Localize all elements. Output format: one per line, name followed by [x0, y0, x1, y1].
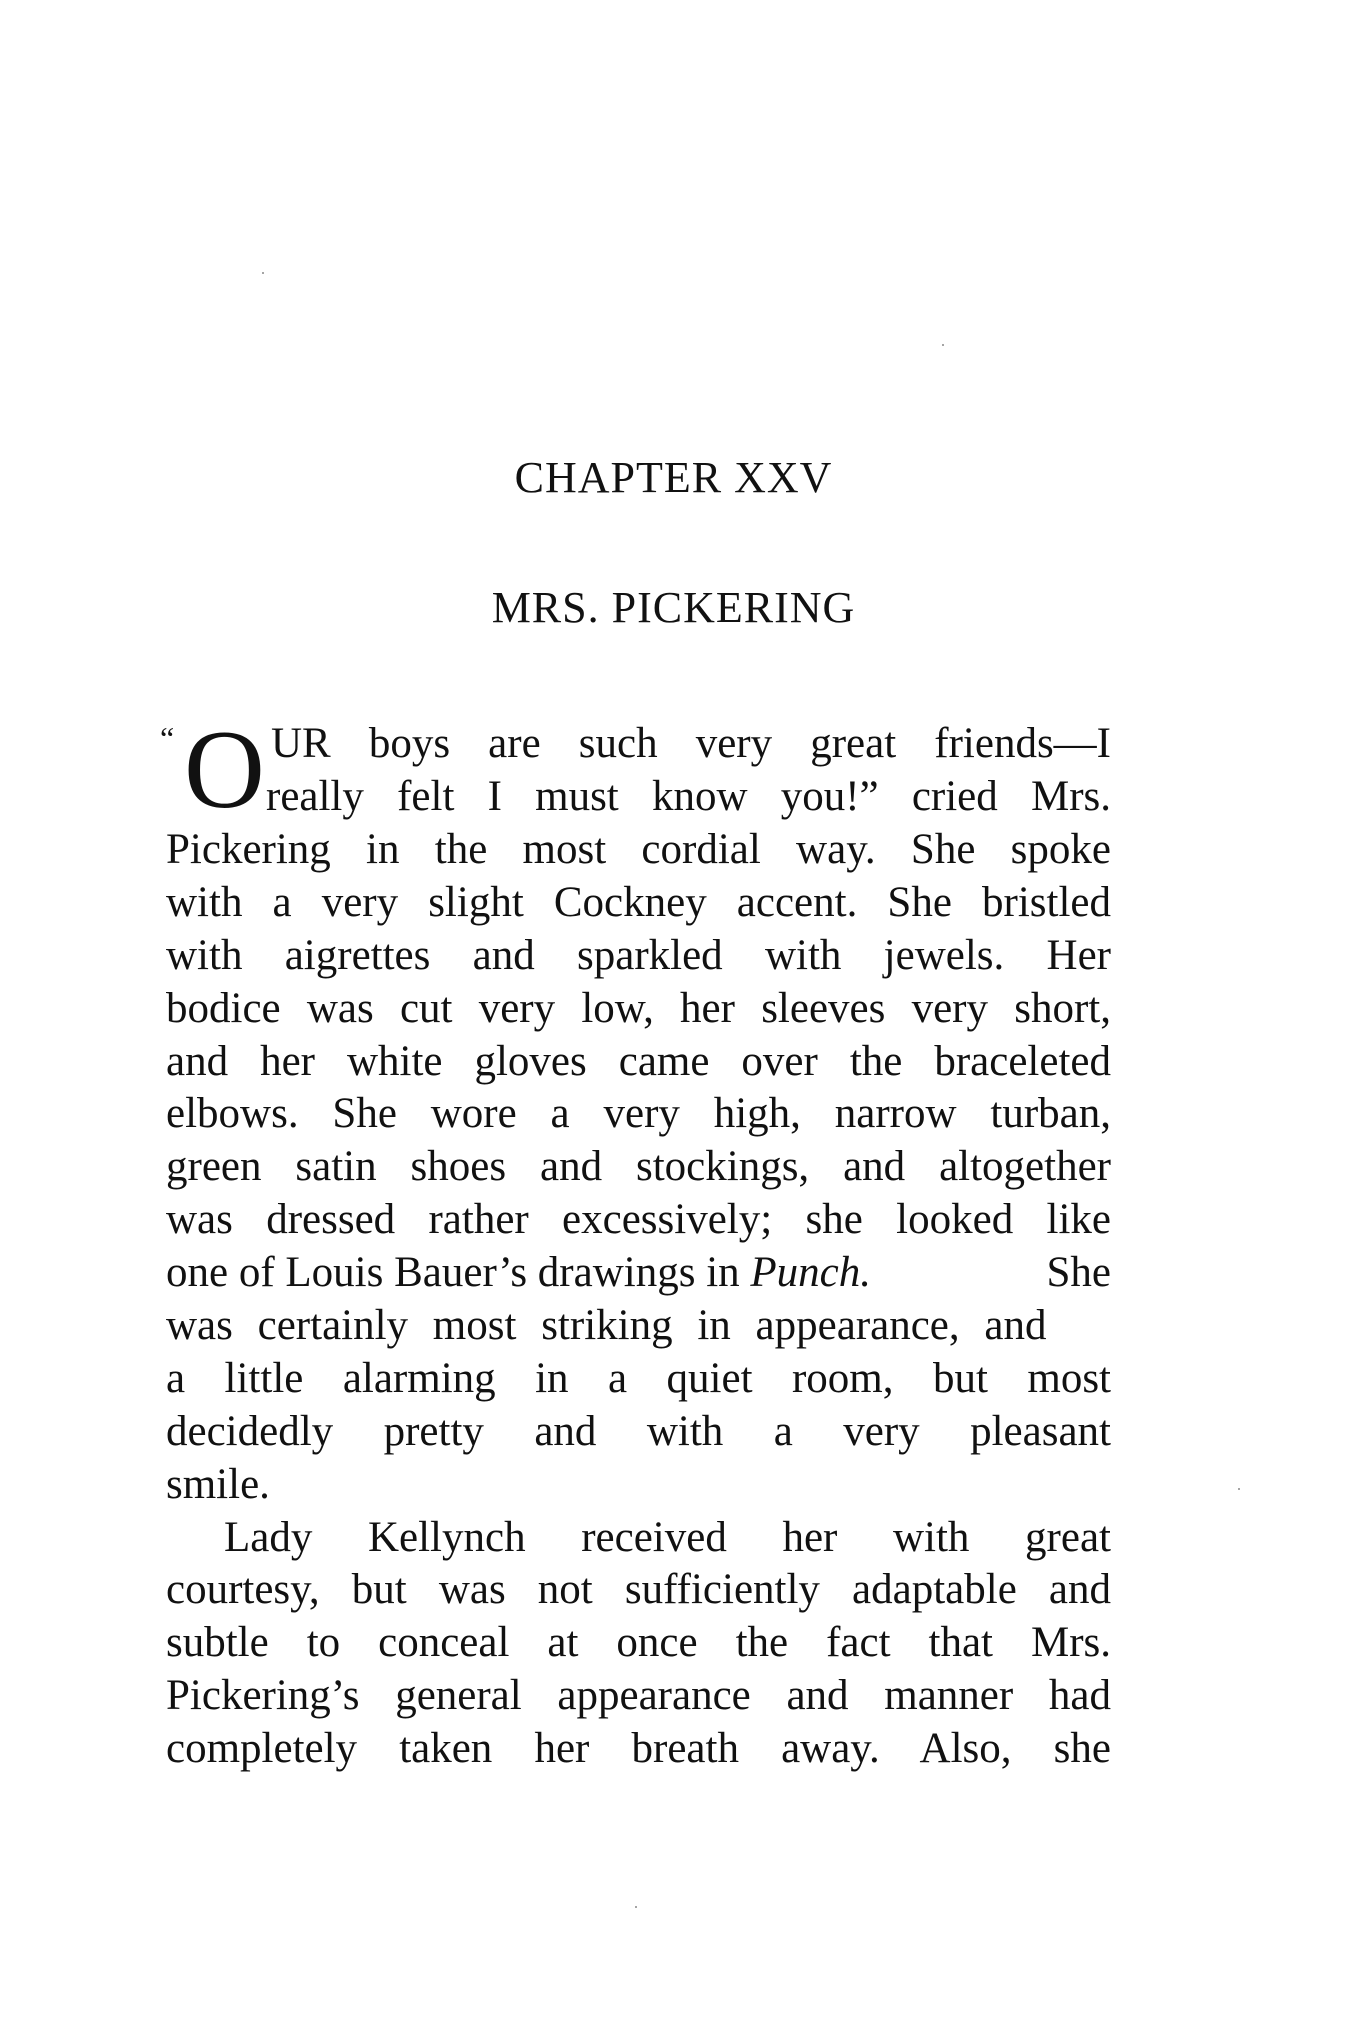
text-line: green satin shoes and stockings, and altogether [166, 1143, 1111, 1191]
text-line: was certainly most striking in appearance, and [166, 1302, 1047, 1350]
text-line: bodice was cut very low, her sleeves very short, [166, 984, 1111, 1032]
paper-speck [1238, 1488, 1240, 1490]
text-line: a little alarming in a quiet room, but most [166, 1354, 1111, 1402]
italic-title: Punch. [750, 1249, 871, 1297]
paper-speck [635, 1906, 637, 1908]
text-line: and her white gloves came over the braceleted [166, 1037, 1111, 1085]
paper-speck [942, 344, 944, 346]
text-fragment: one of Louis Bauer’s drawings in [166, 1249, 740, 1297]
paper-speck [262, 272, 264, 274]
text-fragment: She [1046, 1249, 1111, 1297]
text-line: Lady Kellynch received her with great [224, 1513, 1111, 1561]
opening-quote-mark: “ [160, 720, 175, 756]
text-line: subtle to conceal at once the fact that Mrs. [166, 1619, 1111, 1667]
text-line: completely taken her breath away. Also, she [166, 1725, 1111, 1773]
paragraph-opening [160, 708, 1111, 832]
text-line: courtesy, but was not sufficiently adaptable and [166, 1566, 1111, 1614]
body-text [160, 708, 1111, 1776]
text-line: was dressed rather excessively; she looked like [166, 1196, 1111, 1244]
text-line: elbows. She wore a very high, narrow turban, [166, 1090, 1111, 1138]
text-line: smile. [166, 1460, 270, 1508]
text-line: really felt I must know you!” cried Mrs. [266, 772, 1111, 820]
drop-cap: O [184, 708, 265, 832]
text-line: Pickering in the most cordial way. She spoke [166, 826, 1111, 873]
chapter-number: CHAPTER XXV [514, 453, 833, 502]
text-line: with a very slight Cockney accent. She bristled [166, 878, 1111, 926]
paragraph-2 [166, 1512, 1111, 1776]
text-line: Pickering’s general appearance and manner had [166, 1672, 1111, 1720]
text-line-with-italic [166, 1247, 1111, 1300]
text-line: with aigrettes and sparkled with jewels. Her [166, 931, 1111, 979]
text-line: decidedly pretty and with a very pleasant [166, 1407, 1111, 1455]
text-line: UR boys are such very great friends—I [271, 720, 1111, 767]
chapter-title: MRS. PICKERING [491, 583, 856, 632]
